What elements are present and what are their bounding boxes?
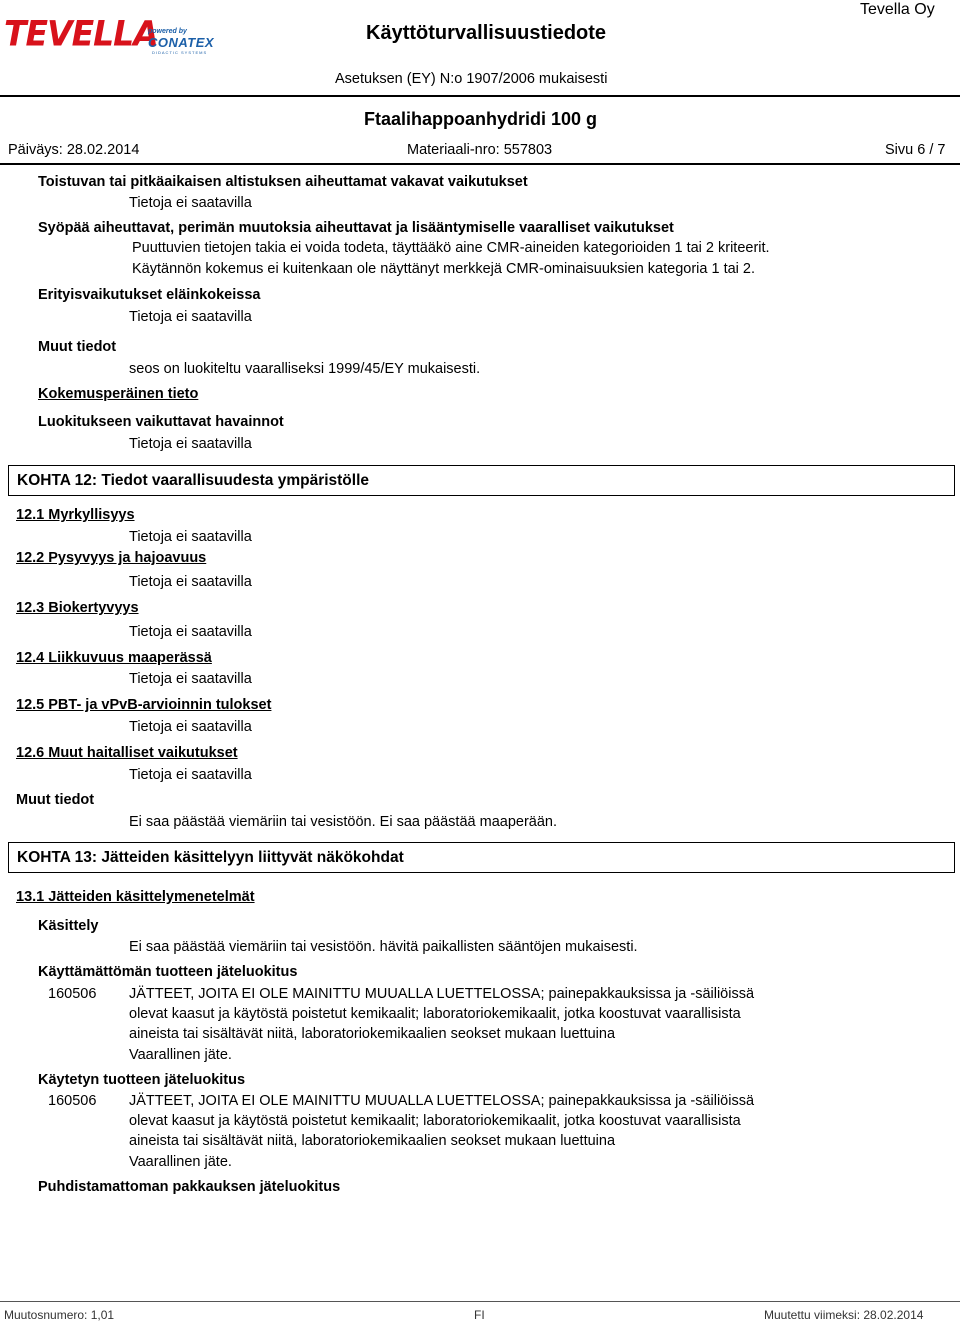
unused-waste-line-1: JÄTTEET, JOITA EI OLE MAINITTU MUUALLA LUETTELOSSA; painepakkauksissa ja -säiliöissä xyxy=(129,986,755,1002)
section-12-title: KOHTA 12: Tiedot vaarallisuudesta ympäristölle xyxy=(17,472,370,489)
s12-1-value: Tietoja ei saatavilla xyxy=(129,529,252,545)
cmr-heading: Syöpää aiheuttavat, perimän muutoksia aiheuttavat ja lisääntymiselle vaaralliset vaikutukset xyxy=(38,220,674,236)
document-title: Käyttöturvallisuustiedote xyxy=(366,22,607,44)
section-12-title-bar xyxy=(8,465,955,496)
subheader-divider xyxy=(0,163,960,165)
s12-1-heading: 12.1 Myrkyllisyys xyxy=(16,507,135,523)
used-waste-line-1: JÄTTEET, JOITA EI OLE MAINITTU MUUALLA LUETTELOSSA; painepakkauksissa ja -säiliöissä xyxy=(129,1093,755,1109)
unused-waste-code: 160506 xyxy=(48,986,97,1002)
repeated-exposure-value: Tietoja ei saatavilla xyxy=(129,195,252,211)
last-modified: Muutettu viimeksi: 28.02.2014 xyxy=(764,1308,924,1322)
footer-divider xyxy=(0,1301,960,1302)
unused-waste-heading: Käyttämättömän tuotteen jäteluokitus xyxy=(38,964,298,980)
s12-2-heading: 12.2 Pysyvyys ja hajoavuus xyxy=(16,550,207,566)
company-name: Tevella Oy xyxy=(860,1,935,18)
header-divider xyxy=(0,95,960,97)
s12-other-value: Ei saa päästää viemäriin tai vesistöön. Ei saa päästää maaperään. xyxy=(129,814,557,830)
product-name: Ftaalihappoanhydridi 100 g xyxy=(364,109,598,129)
other-info-heading: Muut tiedot xyxy=(38,339,117,355)
used-waste-line-2: olevat kaasut ja käytöstä poistetut kemikaalit; laboratoriokemikaalit, jotka koostuvat vaarallisista xyxy=(129,1113,741,1129)
language-code: FI xyxy=(474,1308,485,1322)
used-waste-line-3: aineista tai sisältävät niitä, laboratoriokemikaalien seokset mukaan luettuina xyxy=(129,1133,616,1149)
logo-partner: CONATEX xyxy=(148,35,215,50)
s12-6-heading: 12.6 Muut haitalliset vaikutukset xyxy=(16,745,238,761)
handling-heading: Käsittely xyxy=(38,918,99,934)
packaging-waste-heading: Puhdistamattoman pakkauksen jäteluokitus xyxy=(38,1179,341,1195)
animal-tests-value: Tietoja ei saatavilla xyxy=(129,309,252,325)
section-13-title: KOHTA 13: Jätteiden käsittelyyn liittyvät näkökohdat xyxy=(17,849,404,866)
s12-6-value: Tietoja ei saatavilla xyxy=(129,767,252,783)
animal-tests-heading: Erityisvaikutukset eläinkokeissa xyxy=(38,287,261,303)
regulation-line: Asetuksen (EY) N:o 1907/2006 mukaisesti xyxy=(335,71,608,87)
handling-value: Ei saa päästää viemäriin tai vesistöön. hävitä paikallisten sääntöjen mukaisesti. xyxy=(129,939,638,955)
s12-other-heading: Muut tiedot xyxy=(16,792,95,808)
cmr-text-line-2: Käytännön kokemus ei kuitenkaan ole näyttänyt merkkejä CMR-ominaisuuksien kategoria 1 tai 2. xyxy=(132,261,756,277)
page-number: Sivu 6 / 7 xyxy=(885,142,946,158)
material-number: Materiaali-nro: 557803 xyxy=(407,142,553,158)
s12-4-heading: 12.4 Liikkuvuus maaperässä xyxy=(16,650,212,666)
s12-3-heading: 12.3 Biokertyvyys xyxy=(16,600,139,616)
unused-waste-line-2: olevat kaasut ja käytöstä poistetut kemikaalit; laboratoriokemikaalit, jotka koostuvat vaarallisista xyxy=(129,1006,741,1022)
other-info-value: seos on luokiteltu vaaralliseksi 1999/45/EY mukaisesti. xyxy=(129,361,481,377)
experience-heading: Kokemusperäinen tieto xyxy=(38,386,199,402)
used-waste-code: 160506 xyxy=(48,1093,97,1109)
s12-3-value: Tietoja ei saatavilla xyxy=(129,624,252,640)
logo-brand: TEVELLA xyxy=(4,13,158,54)
date: Päiväys: 28.02.2014 xyxy=(8,142,140,158)
s12-5-heading: 12.5 PBT- ja vPvB-arvioinnin tulokset xyxy=(16,697,272,713)
classification-heading: Luokitukseen vaikuttavat havainnot xyxy=(38,414,284,430)
s12-4-value: Tietoja ei saatavilla xyxy=(129,671,252,687)
logo-powered-by: powered by xyxy=(148,28,187,35)
unused-waste-line-3: aineista tai sisältävät niitä, laboratoriokemikaalien seokset mukaan luettuina xyxy=(129,1026,616,1042)
unused-waste-line-4: Vaarallinen jäte. xyxy=(129,1047,232,1063)
s13-1-heading: 13.1 Jätteiden käsittelymenetelmät xyxy=(16,889,255,905)
classification-value: Tietoja ei saatavilla xyxy=(129,436,252,452)
logo-partner-sub: DIDACTIC SYSTEMS xyxy=(152,50,208,55)
s12-5-value: Tietoja ei saatavilla xyxy=(129,719,252,735)
s12-2-value: Tietoja ei saatavilla xyxy=(129,574,252,590)
used-waste-heading: Käytetyn tuotteen jäteluokitus xyxy=(38,1072,246,1088)
section-13-title-bar xyxy=(8,842,955,873)
revision-number: Muutosnumero: 1,01 xyxy=(4,1308,115,1322)
cmr-text-line-1: Puuttuvien tietojen takia ei voida todeta, täyttääkö aine CMR-aineiden kategorioiden 1 tai 2 kriteerit. xyxy=(132,240,770,256)
repeated-exposure-heading: Toistuvan tai pitkäaikaisen altistuksen aiheuttamat vakavat vaikutukset xyxy=(38,174,528,190)
used-waste-line-4: Vaarallinen jäte. xyxy=(129,1154,232,1170)
